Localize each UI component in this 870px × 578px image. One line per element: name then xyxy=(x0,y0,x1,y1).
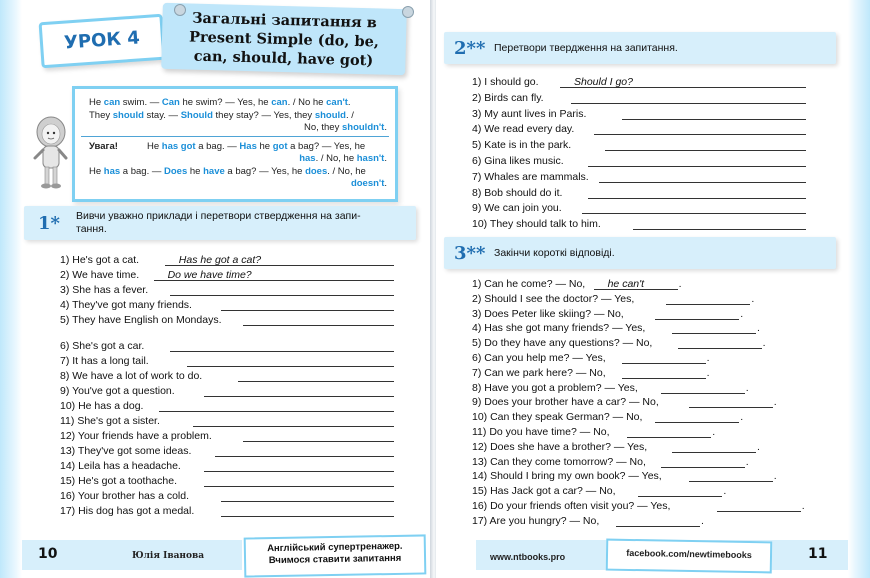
item-text: 11) She's got a sister. xyxy=(60,415,160,427)
right-page xyxy=(436,0,870,578)
exercise-item xyxy=(60,283,394,297)
exercise-item xyxy=(60,459,394,473)
exercise-item xyxy=(472,277,806,291)
item-text: 10) Can they speak German? — No, xyxy=(472,411,643,424)
exercise-item xyxy=(472,366,806,380)
exercise-item xyxy=(60,474,394,488)
answer-blank[interactable] xyxy=(678,348,762,349)
item-text: 6) Can you help me? — Yes, xyxy=(472,352,606,364)
punctuation: . xyxy=(706,366,710,379)
exercise-item xyxy=(472,201,806,215)
exercise-item xyxy=(60,444,394,458)
exercise-item xyxy=(472,217,806,231)
exercise-item xyxy=(472,91,806,105)
item-text: 12) Your friends have a problem. xyxy=(60,430,212,442)
exercise-item xyxy=(472,440,806,454)
exercise-item xyxy=(60,298,394,312)
exercise-item xyxy=(60,268,394,282)
answer-blank[interactable] xyxy=(672,333,756,334)
item-text: 16) Your brother has a cold. xyxy=(60,490,190,502)
answer-blank[interactable] xyxy=(599,182,806,183)
item-text: 3) My aunt lives in Paris. xyxy=(472,107,587,120)
grammar-example-have: He has a bag. — Does he have a bag? — Yes, he does. / No, he xyxy=(89,166,366,177)
exercise-item xyxy=(472,107,806,121)
exercise-item xyxy=(472,321,806,335)
answer-blank[interactable] xyxy=(655,319,739,320)
exercise-item xyxy=(472,499,806,513)
exercise-item xyxy=(60,313,394,327)
book-title-line: Англійський супертренажер. xyxy=(267,540,403,555)
item-text: 5) They have English on Mondays. xyxy=(60,314,222,326)
lesson-title xyxy=(161,3,407,75)
exercise-item xyxy=(472,336,806,350)
answer-blank[interactable] xyxy=(717,511,801,512)
punctuation: . xyxy=(712,426,716,438)
answer-blank[interactable] xyxy=(193,426,394,427)
exercise-item xyxy=(60,354,394,368)
item-text: 9) Does your brother have a car? — No, xyxy=(472,396,659,409)
exercise-item xyxy=(60,339,394,353)
item-text: 13) Can they come tomorrow? — No, xyxy=(472,455,646,468)
exercise-item xyxy=(472,186,806,200)
punctuation: . xyxy=(745,381,749,394)
answer-blank[interactable] xyxy=(689,407,773,408)
item-text: 14) Should I bring my own book? — Yes, xyxy=(472,470,662,483)
answer-blank[interactable] xyxy=(627,437,711,438)
exercise-item xyxy=(60,429,394,443)
item-text: 4) Has she got many friends? — Yes, xyxy=(472,322,646,335)
answer-blank[interactable] xyxy=(243,325,394,326)
item-text: 1) Can he come? — No, xyxy=(472,278,586,290)
answer-blank[interactable] xyxy=(204,486,394,487)
answer-blank[interactable] xyxy=(661,467,745,468)
exercise-item xyxy=(60,414,394,428)
answer-blank[interactable] xyxy=(655,422,739,423)
answer-blank[interactable] xyxy=(616,526,700,527)
punctuation: . xyxy=(773,470,777,483)
item-text: 6) Gina likes music. xyxy=(472,155,564,167)
page-edge xyxy=(848,0,870,578)
item-text: 9) You've got a question. xyxy=(60,385,175,397)
exercise-item xyxy=(472,307,806,321)
page-number: 11 xyxy=(808,546,828,562)
answer-blank[interactable] xyxy=(170,295,394,296)
item-text: 9) We can join you. xyxy=(472,202,562,215)
punctuation: . xyxy=(773,396,777,409)
punctuation: . xyxy=(701,514,704,527)
item-text: 14) Leila has a headache. xyxy=(60,460,181,472)
grammar-example-can: He can swim. — Can he swim? — Yes, he can. / No he can't. xyxy=(89,97,351,108)
exercise-3-header xyxy=(444,237,836,269)
exercise-number: 1* xyxy=(38,213,60,234)
item-text: 5) Do they have any questions? — No, xyxy=(472,337,653,350)
item-text: 5) Kate is in the park. xyxy=(472,139,572,152)
exercise-1-header xyxy=(24,206,416,240)
punctuation: . xyxy=(740,411,744,424)
exercise-instruction: Закінчи короткі відповіді. xyxy=(494,247,615,259)
book-title-card xyxy=(244,534,427,577)
exercise-item xyxy=(60,489,394,503)
item-text: 7) Whales are mammals. xyxy=(472,170,589,183)
item-text: 17) Are you hungry? — No, xyxy=(472,514,600,527)
punctuation: . xyxy=(740,307,744,320)
exercise-item xyxy=(60,504,394,518)
answer-blank[interactable] xyxy=(204,396,394,397)
item-text: 3) Does Peter like skiing? — No, xyxy=(472,307,624,320)
lesson-label: УРОК 4 xyxy=(63,27,141,54)
grammar-box xyxy=(72,86,398,202)
answer-text: Do we have time? xyxy=(167,269,252,281)
answer-blank[interactable] xyxy=(605,150,806,151)
item-text: 4) They've got many friends. xyxy=(60,299,192,311)
answer-blank[interactable] xyxy=(243,441,394,442)
page-number: 10 xyxy=(38,546,58,562)
item-text: 17) His dog has got a medal. xyxy=(60,505,195,517)
answer-blank[interactable] xyxy=(582,213,806,214)
item-text: 10) They should talk to him. xyxy=(472,218,601,231)
answer-blank[interactable] xyxy=(187,366,394,367)
item-text: 11) Do you have time? — No, xyxy=(472,426,610,438)
grammar-example-should-cont: No, they shouldn't. xyxy=(303,122,387,133)
answer-blank[interactable] xyxy=(672,452,756,453)
exercise-number: 3** xyxy=(454,243,486,264)
item-text: 3) She has a fever. xyxy=(60,284,149,296)
item-text: 2) We have time. xyxy=(60,269,140,281)
answer-blank[interactable] xyxy=(238,381,394,382)
facebook-card xyxy=(606,539,773,574)
item-text: 2) Should I see the doctor? — Yes, xyxy=(472,292,635,305)
item-text: 8) We have a lot of work to do. xyxy=(60,370,203,382)
item-text: 6) She's got a car. xyxy=(60,340,145,352)
girl-illustration-icon xyxy=(30,112,72,190)
exercise-item xyxy=(60,399,394,413)
exercise-item xyxy=(472,122,806,136)
exercise-item xyxy=(472,351,806,365)
punctuation: . xyxy=(751,292,755,305)
facebook-link[interactable]: facebook.com/newtimebooks xyxy=(626,547,752,561)
exercise-item xyxy=(472,138,806,152)
punctuation: . xyxy=(762,337,766,350)
exercise-item xyxy=(472,514,806,528)
item-text: 12) Does she have a brother? — Yes, xyxy=(472,440,648,453)
exercise-item xyxy=(472,469,806,483)
punctuation: . xyxy=(723,485,727,498)
grammar-divider xyxy=(81,136,389,137)
exercise-item xyxy=(60,369,394,383)
punctuation: . xyxy=(801,500,805,512)
book-title-line: Вчимося ставити запитання xyxy=(268,552,402,567)
exercise-number: 2** xyxy=(454,38,486,59)
exercise-item xyxy=(472,75,806,89)
grammar-example-has-got-cont: has. / No, he hasn't. xyxy=(299,153,387,164)
item-text: 8) Have you got a problem? — Yes, xyxy=(472,381,638,394)
item-text: 10) He has a dog. xyxy=(60,400,144,412)
item-text: 2) Birds can fly. xyxy=(472,91,544,104)
website-link[interactable]: www.ntbooks.pro xyxy=(490,552,566,562)
exercise-2-header xyxy=(444,32,836,64)
grammar-example-have-cont: doesn't. xyxy=(350,178,387,189)
item-text: 7) Can we park here? — No, xyxy=(472,366,606,379)
exercise-item xyxy=(472,455,806,469)
punctuation: . xyxy=(678,278,682,290)
answer-blank[interactable] xyxy=(221,516,394,517)
answer-blank[interactable] xyxy=(666,304,750,305)
exercise-item xyxy=(472,410,806,424)
answer-blank[interactable] xyxy=(204,471,394,472)
exercise-item xyxy=(472,395,806,409)
answer-blank[interactable] xyxy=(689,481,773,482)
item-text: 13) They've got some ideas. xyxy=(60,445,192,457)
title-line: Загальні запитання в xyxy=(191,9,378,32)
exercise-item xyxy=(60,384,394,398)
answer-blank[interactable] xyxy=(622,119,806,120)
item-text: 8) Bob should do it. xyxy=(472,186,563,199)
answer-blank[interactable] xyxy=(638,496,722,497)
exercise-item xyxy=(60,253,394,267)
answer-blank[interactable] xyxy=(215,456,394,457)
exercise-item xyxy=(472,425,806,439)
item-text: 1) I should go. xyxy=(472,76,539,88)
answer-blank[interactable] xyxy=(159,411,394,412)
answer-blank[interactable] xyxy=(594,134,806,135)
answer-blank[interactable] xyxy=(588,166,806,167)
item-text: 15) He's got a toothache. xyxy=(60,475,177,487)
punctuation: . xyxy=(745,455,749,468)
answer-blank[interactable] xyxy=(221,310,394,311)
answer-blank[interactable] xyxy=(622,363,706,364)
answer-blank[interactable] xyxy=(221,501,394,502)
exercise-instruction: тання. xyxy=(76,223,107,235)
grammar-attention-label: Увага! xyxy=(89,141,118,152)
exercise-item xyxy=(472,484,806,498)
pin-icon xyxy=(402,6,414,18)
answer-text: Should I go? xyxy=(574,76,633,88)
title-line: can, should, have got) xyxy=(193,47,374,70)
answer-blank[interactable] xyxy=(661,393,745,394)
item-text: 7) It has a long tail. xyxy=(60,355,149,367)
exercise-instruction: Вивчи уважно приклади і перетвори ствердження на запи- xyxy=(76,210,361,222)
item-text: 16) Do your friends often visit you? — Yes, xyxy=(472,500,671,512)
pin-icon xyxy=(174,4,186,16)
exercise-item xyxy=(472,381,806,395)
punctuation: . xyxy=(757,440,760,453)
answer-text: Has he got a cat? xyxy=(178,254,262,266)
grammar-example-has-got: He has got a bag. — Has he got a bag? — Yes, he xyxy=(147,141,366,152)
left-page xyxy=(0,0,432,578)
item-text: 15) Has Jack got a car? — No, xyxy=(472,485,616,498)
answer-blank[interactable] xyxy=(622,378,706,379)
item-text: 4) We read every day. xyxy=(472,123,575,136)
answer-blank[interactable] xyxy=(170,351,394,352)
answer-blank[interactable] xyxy=(633,229,806,230)
answer-text: he can't xyxy=(607,278,645,290)
exercise-item xyxy=(472,154,806,168)
page-edge xyxy=(0,0,22,578)
answer-blank[interactable] xyxy=(588,198,806,199)
title-line: Present Simple (do, be, xyxy=(188,28,380,51)
grammar-example-should: They should stay. — Should they stay? — Yes, they should. / xyxy=(89,110,354,121)
exercise-item xyxy=(472,170,806,184)
lesson-tab xyxy=(39,14,166,69)
punctuation: . xyxy=(706,352,710,364)
author-name: Юлія Іванова xyxy=(132,551,205,561)
item-text: 1) He's got a cat. xyxy=(60,254,140,266)
answer-blank[interactable] xyxy=(571,103,806,104)
punctuation: . xyxy=(757,322,760,335)
exercise-instruction: Перетвори твердження на запитання. xyxy=(494,42,678,54)
exercise-item xyxy=(472,292,806,306)
